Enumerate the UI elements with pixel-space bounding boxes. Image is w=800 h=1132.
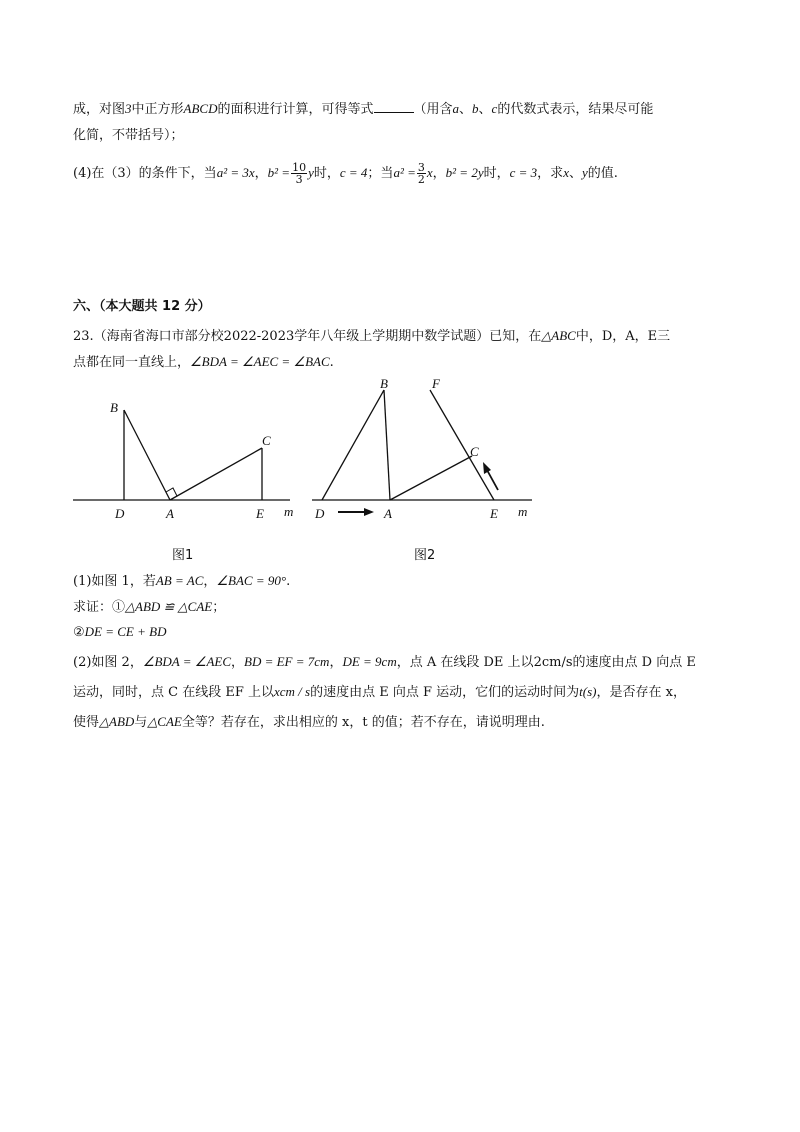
sep: ， xyxy=(329,655,343,670)
text: ，求 xyxy=(537,166,564,181)
var-x: x xyxy=(563,165,569,180)
time-t: t(s) xyxy=(579,684,597,699)
eq6: c = 3 xyxy=(509,165,538,180)
frac-num: 3 xyxy=(417,161,425,174)
text: 的代数式表示，结果尽可能 xyxy=(497,102,654,117)
sep: ， xyxy=(231,655,245,670)
part4-label: (4)在（3）的条件下，当 xyxy=(73,166,217,181)
sub1-line3 xyxy=(73,623,166,642)
equation-de: DE = CE + BD xyxy=(84,624,167,639)
text: (2)如图 2， xyxy=(73,655,143,670)
eq3: c = 4 xyxy=(339,165,368,180)
cond-angle-bac: ∠BAC = 90° xyxy=(216,573,287,588)
label-f: F xyxy=(432,376,440,391)
text: 的面积进行计算，可得等式 xyxy=(217,102,374,117)
arrow-head-da xyxy=(364,508,374,516)
frac-den: 3 xyxy=(295,173,303,186)
cond-angles: ∠BDA = ∠AEC xyxy=(142,654,231,669)
var-y: y xyxy=(581,165,588,180)
sub2-line3 xyxy=(73,713,545,732)
label-b: B xyxy=(380,376,388,391)
speed-c: xcm / s xyxy=(274,684,311,699)
text: 中，D，A，E三 xyxy=(575,329,671,344)
sep: ， xyxy=(432,166,446,181)
part3-line1 xyxy=(73,100,653,119)
label-c: C xyxy=(470,444,479,459)
frac-10-3 xyxy=(291,162,307,185)
text: 的值. xyxy=(587,166,618,181)
answer-blank xyxy=(374,100,414,113)
sep: ， xyxy=(203,574,217,589)
frac-3-2 xyxy=(417,162,426,185)
eq4-pre: a² = xyxy=(393,165,416,180)
label-a: A xyxy=(384,506,392,521)
cond-bd-ef: BD = EF = 7cm xyxy=(244,654,330,669)
part4-line xyxy=(73,162,618,185)
fig-ref: 3 xyxy=(125,101,132,116)
text: 时， xyxy=(483,166,510,181)
triangle-abc: △ABC xyxy=(541,328,576,343)
text: （用含 xyxy=(413,102,453,117)
section-six-title: 六、（本大题共 12 分） xyxy=(73,299,211,314)
sep: ， xyxy=(254,166,268,181)
label-e: E xyxy=(256,506,264,521)
text: . xyxy=(329,355,334,370)
text: 全等？若存在，求出相应的 x，t 的值；若不存在，请说明理由. xyxy=(181,715,545,730)
frac-num: 10 xyxy=(292,161,307,174)
text: ，点 A 在线段 DE 上以 xyxy=(396,655,534,670)
text: 中正方形 xyxy=(131,102,184,117)
text: 求证：① xyxy=(73,600,126,615)
q23-intro: 23.（海南省海口市部分校2022-2023学年八年级上学期期中数学试题）已知，在 xyxy=(73,329,542,344)
text: 使得 xyxy=(73,715,100,730)
eq1: a² = 3x xyxy=(216,165,255,180)
speed-a: 2cm/s xyxy=(533,655,573,670)
sep: 、 xyxy=(459,102,473,117)
arrow-head-ef xyxy=(483,462,491,474)
text: 点都在同一直线上， xyxy=(73,355,191,370)
congruence: △ABD ≌ △CAE xyxy=(125,599,213,614)
text: ；当 xyxy=(367,166,394,181)
triangle-cae: △CAE xyxy=(147,714,182,729)
sub1-line2 xyxy=(73,598,225,617)
cond-ab-ac: AB = AC xyxy=(155,573,204,588)
eq4-post: x xyxy=(426,165,433,180)
text: 时， xyxy=(313,166,340,181)
segment-ba xyxy=(384,390,390,500)
sep: 、 xyxy=(478,102,492,117)
segment-db xyxy=(322,390,384,500)
label-b: B xyxy=(110,400,118,415)
text: ，是否存在 x， xyxy=(596,685,686,700)
text: ② xyxy=(73,625,85,640)
eq5: b² = 2y xyxy=(445,165,484,180)
sub2-line2 xyxy=(73,683,686,702)
arrow-e-to-f xyxy=(487,470,498,490)
var-a: a xyxy=(452,101,460,116)
figure-1-caption: 图1 xyxy=(172,548,194,563)
segment-ac xyxy=(390,456,472,500)
sep: 、 xyxy=(568,166,582,181)
label-c: C xyxy=(262,433,271,448)
eq2-pre: b² = xyxy=(267,165,291,180)
text: 成，对图 xyxy=(73,102,126,117)
segment-ac xyxy=(170,448,262,500)
text: 的速度由点 E 向点 F 运动，它们的运动时间为 xyxy=(310,685,580,700)
sep: ； xyxy=(212,600,226,615)
part3-line2: 化简，不带括号）； xyxy=(73,128,184,143)
label-a: A xyxy=(166,506,174,521)
segment-ba xyxy=(124,410,170,500)
square-name: ABCD xyxy=(183,101,218,116)
text: 的速度由点 D 向点 E xyxy=(572,655,696,670)
sep: . xyxy=(286,574,291,589)
label-d: D xyxy=(315,506,325,521)
figure-1 xyxy=(73,400,293,521)
angle-equality: ∠BDA = ∠AEC = ∠BAC xyxy=(190,354,330,369)
triangle-abd: △ABD xyxy=(99,714,135,729)
label-d: D xyxy=(115,506,125,521)
text: 运动，同时，点 C 在线段 EF 上以 xyxy=(73,685,274,700)
figures-svg xyxy=(0,370,800,540)
sub2-line1 xyxy=(73,653,696,672)
sub1-line1 xyxy=(73,572,290,591)
var-b: b xyxy=(472,101,479,116)
figure-2 xyxy=(312,376,532,521)
segment-fe xyxy=(430,390,494,500)
cond-de: DE = 9cm xyxy=(342,654,397,669)
label-m: m xyxy=(284,504,294,519)
label-e: E xyxy=(490,506,498,521)
var-c: c xyxy=(491,101,498,116)
frac-den: 2 xyxy=(417,173,425,186)
figure-2-caption: 图2 xyxy=(414,548,436,563)
label-m: m xyxy=(518,504,528,519)
text: 与 xyxy=(134,715,148,730)
text: (1)如图 1，若 xyxy=(73,574,156,589)
eq2-post: y xyxy=(308,165,314,180)
q23-line1 xyxy=(73,327,670,346)
